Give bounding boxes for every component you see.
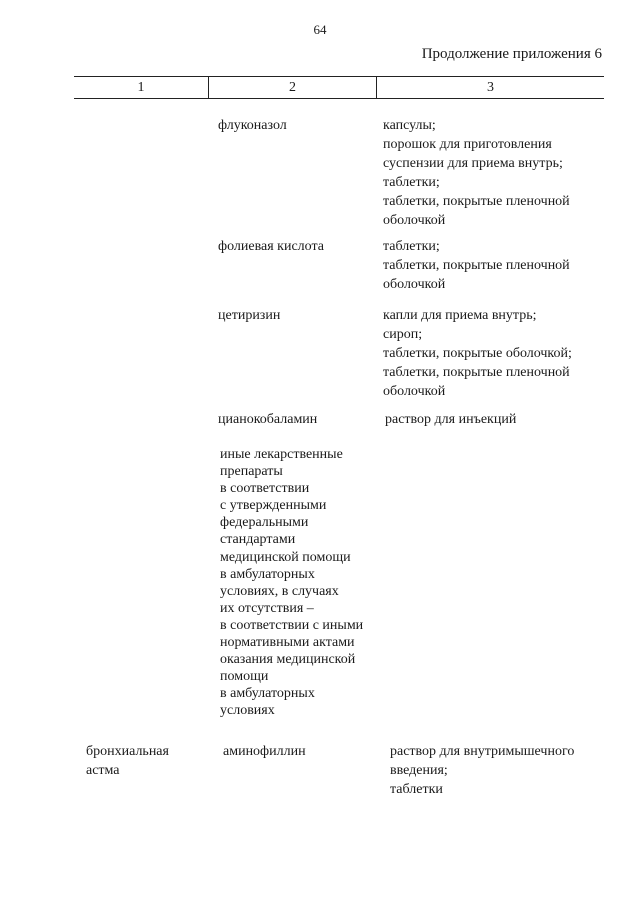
drug-line: в соответствии [220,481,310,497]
drug-name [218,306,280,325]
drug-line: помощи [220,669,269,685]
drug-line: иные лекарственные [220,447,343,462]
drug-name [218,116,287,135]
drug-line: федеральными [220,515,309,531]
form-line: оболочкой [383,213,446,228]
drug-line: флуконазол [218,118,287,133]
form-line: раствор для внутримышечного [390,744,575,759]
drug-line: нормативными актами [220,635,355,651]
form-line: капсулы; [383,118,436,133]
drug-line: цианокобаламин [218,412,318,427]
drug-name [218,410,317,429]
header-col-2: 2 [209,77,377,98]
dosage-forms [390,742,574,799]
form-line: порошок для приготовления [383,137,552,152]
disease-line: астма [86,763,120,778]
form-line: введения; [390,763,448,778]
drug-line: условиях [220,703,275,719]
form-line: таблетки, покрытые пленочной [383,258,570,273]
form-line: таблетки, покрытые оболочкой; [383,346,572,361]
drug-line: аминофиллин [223,744,306,759]
table-header [74,76,604,99]
drug-line: в амбулаторных [220,686,315,702]
form-line: капли для приема внутрь; [383,308,537,323]
form-line: таблетки, покрытые пленочной [383,365,570,380]
form-line: оболочкой [383,384,446,399]
dosage-forms [383,116,570,230]
dosage-forms [385,410,516,429]
drug-line: в амбулаторных [220,566,315,582]
page-number: 64 [313,22,327,37]
disease-name [86,742,169,780]
dosage-forms [383,306,572,401]
form-line: сироп; [383,327,423,342]
continuation-label: Продолжение приложения 6 [421,46,602,62]
drug-line: условиях, в случаях [220,583,339,599]
drug-line: их отсутствия – [220,600,314,616]
drug-line: препараты [220,464,283,480]
drug-name [218,237,324,256]
drug-line: цетиризин [218,308,281,323]
disease-line: бронхиальная [86,744,169,759]
drug-line: стандартами [220,532,296,548]
header-col-3: 3 [487,79,494,95]
drug-line: в соответствии с иными [220,617,364,633]
form-line: таблетки [390,782,443,797]
form-line: таблетки; [383,175,440,190]
drug-line: оказания медицинской [220,652,356,668]
form-line: таблетки, покрытые пленочной [383,194,570,209]
drug-line: медицинской помощи [220,549,351,565]
form-line: раствор для инъекций [385,412,517,427]
drug-line: фолиевая кислота [218,239,324,254]
drug-name [223,742,306,761]
form-line: суспензии для приема внутрь; [383,156,563,171]
form-line: таблетки; [383,239,440,254]
form-line: оболочкой [383,277,446,292]
drug-name [220,446,363,720]
header-col-1: 1 [74,77,209,98]
drug-line: с утвержденными [220,498,327,514]
dosage-forms [383,237,570,294]
